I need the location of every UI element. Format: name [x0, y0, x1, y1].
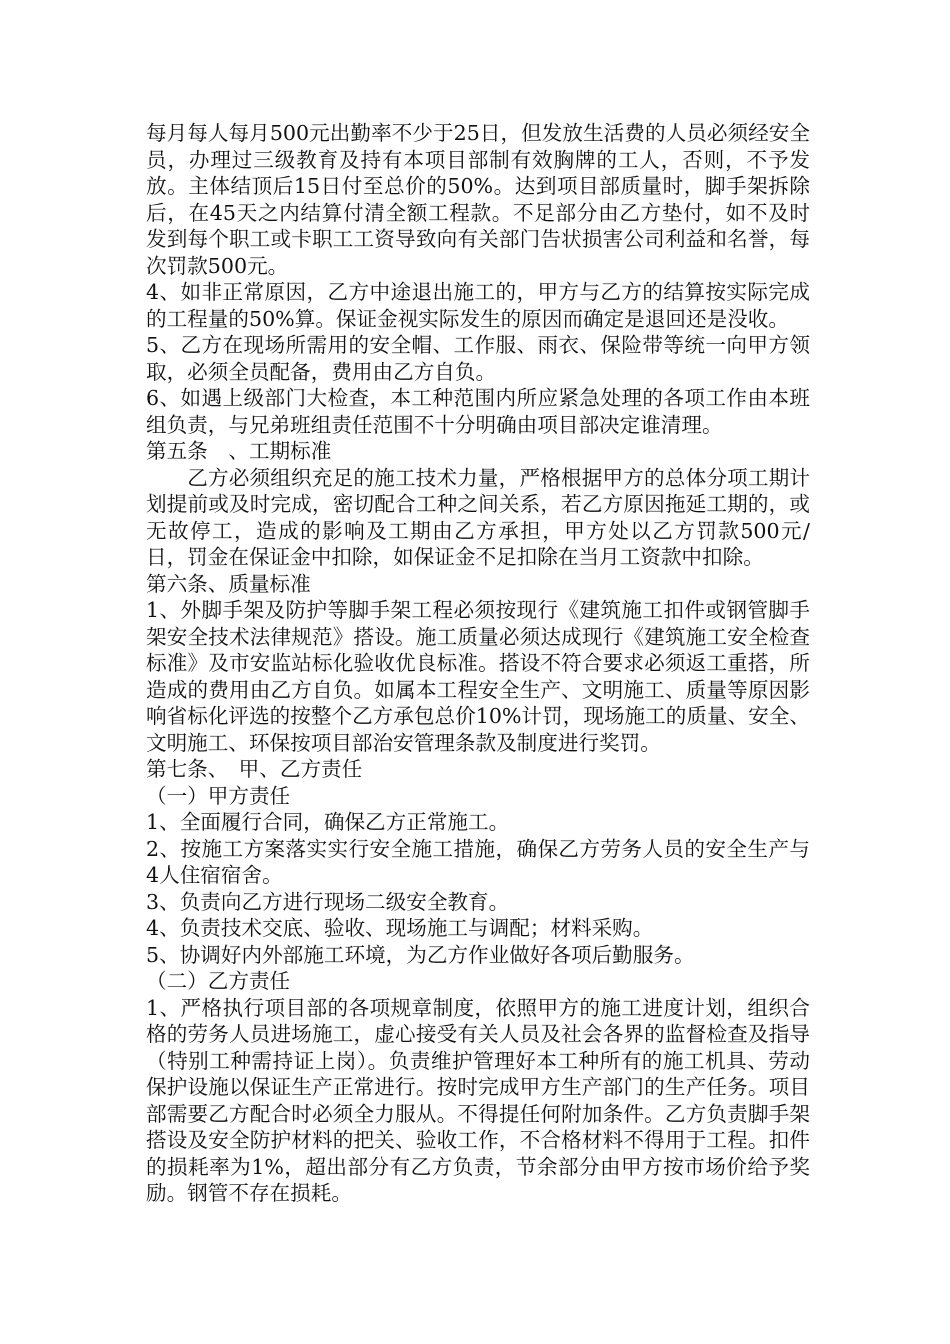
party-a-item-3: 3、负责向乙方进行现场二级安全教育。 [146, 889, 510, 914]
party-a-item-2: 2、按施工方案落实实行安全施工措施，确保乙方劳务人员的安全生产与4人住宿宿舍。 [146, 836, 810, 887]
subheading-party-b: （二）乙方责任 [146, 969, 291, 993]
document-body [146, 120, 810, 1207]
paragraph-wage-payment: 每月每人每月500元出勤率不少于25日，但发放生活费的人员必须经安全员，办理过三级教育及持有本项目部制有效胸牌的工人，否则，不予发放。主体结顶后15日付至总价的50%。达到项目部质量时，脚手架拆除后，在45天之内结算付清全额工程款。不足部分由乙方垫付，如不及时发到每个职工或卡职工工资导致向有关部门告状损害公司利益和名誉，每次罚款500元。 [146, 121, 810, 278]
heading-article-6-quality: 第六条、质量标准 [146, 571, 311, 596]
paragraph-clause-5-safety-gear: 5、乙方在现场所需用的安全帽、工作服、雨衣、保险带等统一向甲方领取，必须全员配备，费用由乙方自负。 [146, 333, 810, 384]
subheading-party-a: （一）甲方责任 [146, 783, 291, 808]
paragraph-clause-4-withdrawal: 4、如非正常原因，乙方中途退出施工的，甲方与乙方的结算按实际完成的工程量的50%算。保证金视实际发生的原因而确定是退回还是没收。 [146, 280, 810, 331]
party-a-item-5: 5、协调好内外部施工环境，为乙方作业做好各项后勤服务。 [146, 942, 695, 967]
party-a-item-4: 4、负责技术交底、验收、现场施工与调配；材料采购。 [146, 916, 654, 940]
party-b-item-1: 1、严格执行项目部的各项规章制度，依照甲方的施工进度计划，组织合格的劳务人员进场施工，虚心接受有关人员及社会各界的监督检查及指导（特别工种需持证上岗）。负责维护管理好本工种所有的施工机具、劳动保护设施以保证生产正常进行。按时完成甲方生产部门的生产任务。项目部需要乙方配合时必须全力服从。不得提任何附加条件。乙方负责脚手架搭设及安全防护材料的把关、验收工作，不合格材料不得用于工程。扣件的损耗率为1%，超出部分有乙方负责，节余部分由甲方按市场价给予奖励。钢管不存在损耗。 [146, 995, 810, 1205]
heading-article-7-responsibilities: 第七条、 甲、乙方责任 [146, 757, 363, 781]
heading-article-5-schedule: 第五条 、工期标准 [146, 439, 332, 463]
paragraph-schedule-terms: 乙方必须组织充足的施工技术力量，严格根据甲方的总体分项工期计划提前或及时完成，密切配合工种之间关系，若乙方原因拖延工期的，或无故停工，造成的影响及工期由乙方承担，甲方处以乙方罚款500元/日，罚金在保证金中扣除，如保证金不足扣除在当月工资款中扣除。 [146, 465, 810, 569]
paragraph-clause-6-inspection: 6、如遇上级部门大检查，本工种范围内所应紧急处理的各项工作由本班组负责，与兄弟班组责任范围不十分明确由项目部决定谁清理。 [146, 386, 810, 437]
party-a-item-1: 1、全面履行合同，确保乙方正常施工。 [146, 810, 510, 834]
paragraph-quality-terms: 1、外脚手架及防护等脚手架工程必须按现行《建筑施工扣件或钢管脚手架安全技术法律规范》搭设。施工质量必须达成现行《建筑施工安全检查标准》及市安监站标化验收优良标准。搭设不符合要求必须返工重搭，所造成的费用由乙方自负。如属本工程安全生产、文明施工、质量等原因影响省标化评选的按整个乙方承包总价10%计罚，现场施工的质量、安全、文明施工、环保按项目部治安管理条款及制度进行奖罚。 [146, 598, 810, 755]
